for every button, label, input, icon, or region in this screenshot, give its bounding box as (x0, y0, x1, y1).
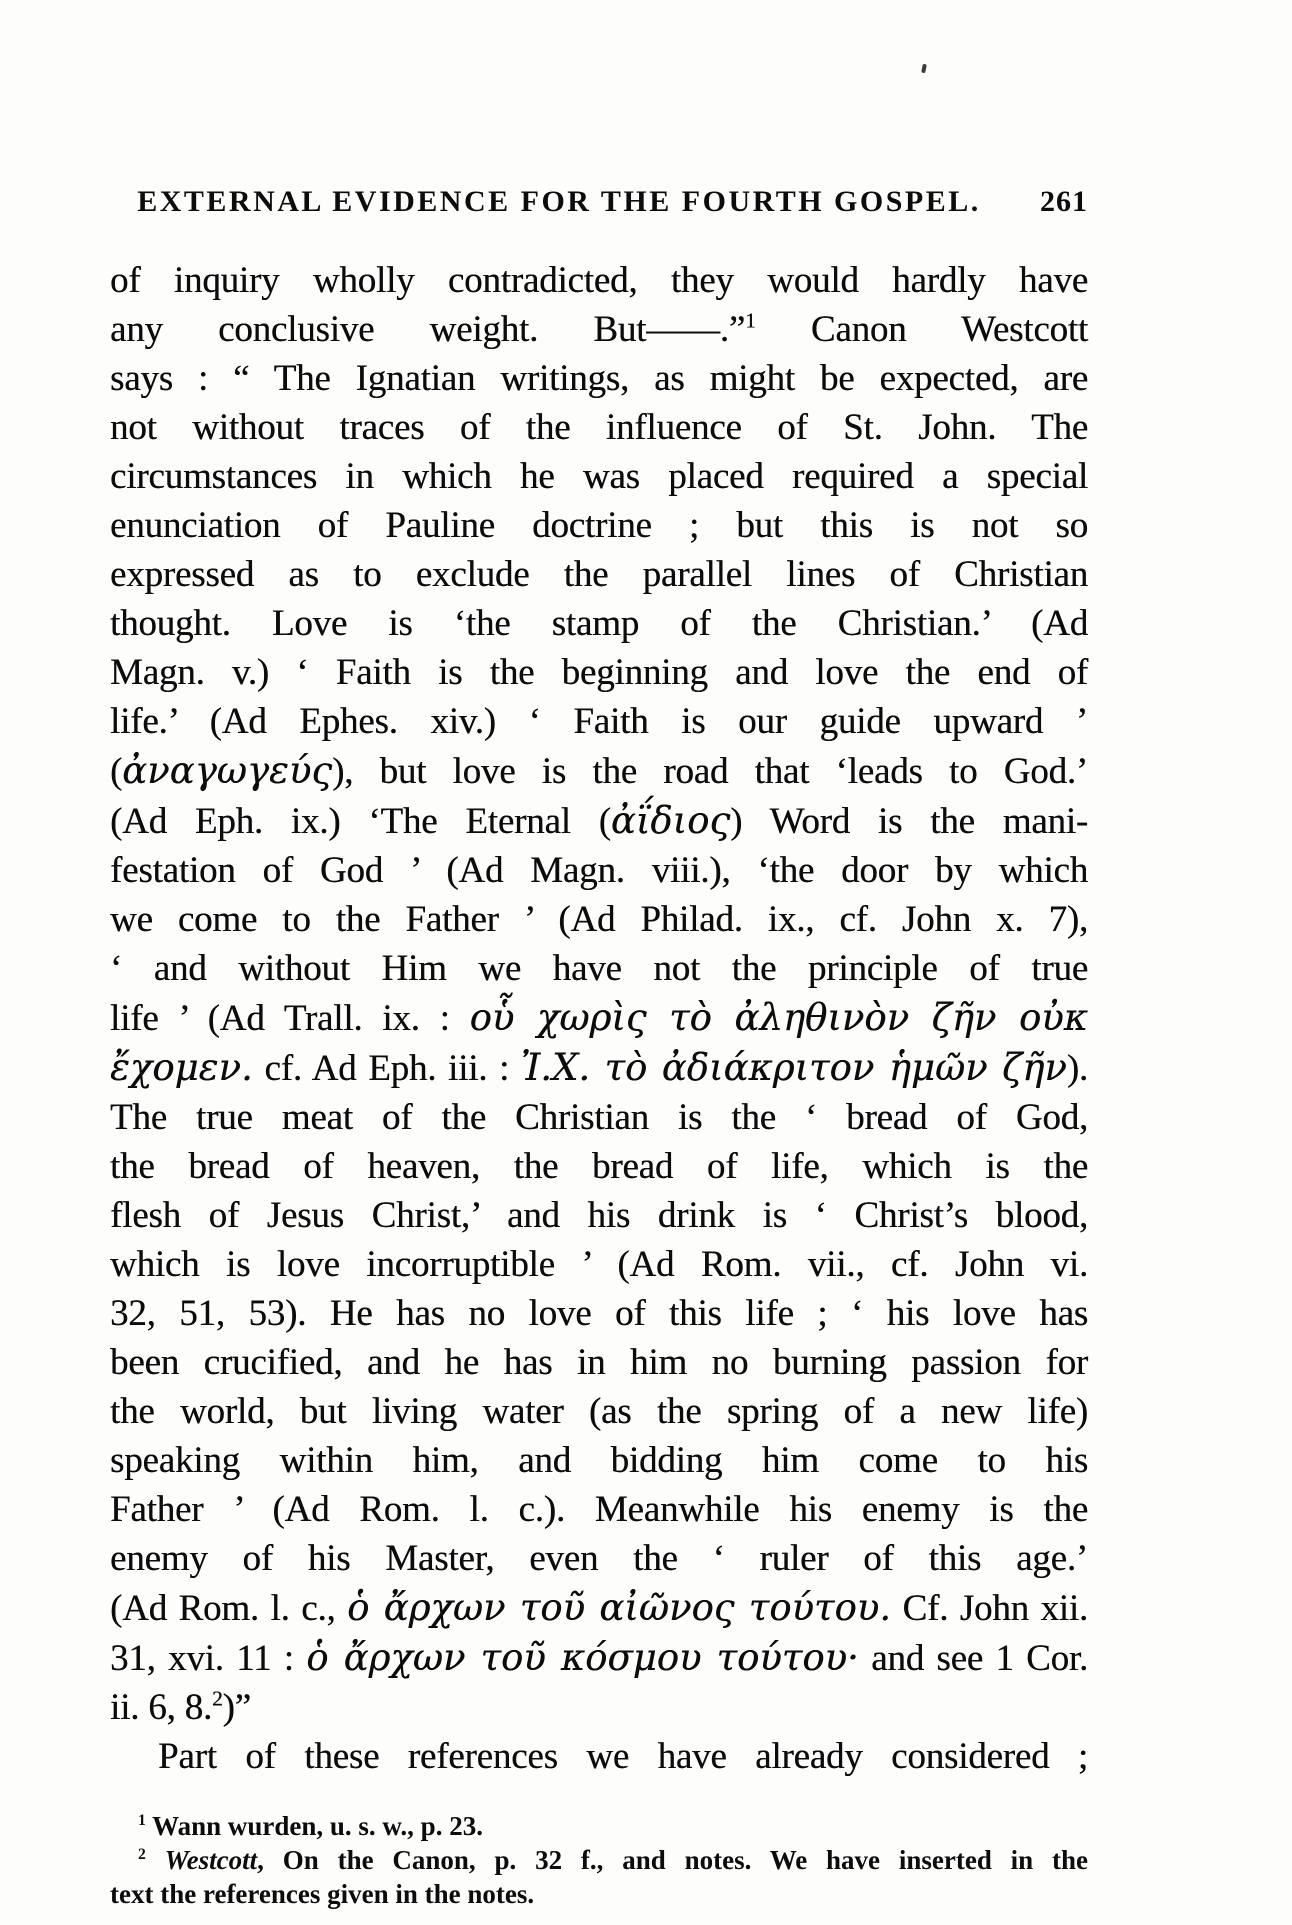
text-segment: ). (1066, 1048, 1088, 1089)
text-line (110, 1633, 1088, 1683)
text-line (110, 1683, 1088, 1732)
text-segment: the bread of heaven, the bread of life, which is the (110, 1146, 1088, 1187)
text-segment (146, 1845, 165, 1875)
text-segment: enunciation of Pauline doctrine ; but this is not so (110, 505, 1088, 546)
text-line (110, 256, 1088, 305)
text-segment: cf. Ad Eph. iii. : (252, 1048, 521, 1089)
text-segment: The true meat of the Christian is the ‘ bread of God, (110, 1097, 1088, 1138)
greek-text: ἀΐδιος (610, 799, 731, 842)
text-segment: of inquiry wholly contradicted, they would hardly have (110, 260, 1088, 301)
text-segment: (Ad Rom. l. c., (110, 1588, 348, 1629)
greek-text: ἀναγωγεύς (122, 749, 333, 792)
text-segment: text the references given in the notes. (110, 1879, 535, 1909)
text-segment: circumstances in which he was placed required a special (110, 456, 1088, 497)
text-block (110, 186, 1088, 1911)
footnote-marker: 2 (212, 1686, 223, 1711)
text-segment: (Ad Eph. ix.) ‘The Eternal ( (110, 801, 611, 842)
italic-text: Westcott (164, 1845, 258, 1875)
text-segment: 31, xvi. 11 : (110, 1638, 307, 1679)
text-segment: life ’ (Ad Trall. ix. : (110, 998, 470, 1039)
footnote-marker: 2 (138, 1846, 146, 1863)
text-line (110, 746, 1088, 796)
text-line (110, 1485, 1088, 1534)
page-number: 261 (1040, 185, 1088, 218)
text-line (110, 599, 1088, 648)
text-line (110, 354, 1088, 403)
page-title: EXTERNAL EVIDENCE FOR THE FOURTH GOSPEL. (137, 185, 981, 218)
text-line (110, 944, 1088, 993)
text-segment: Cf. John xii. (890, 1588, 1088, 1629)
text-segment: Father ’ (Ad Rom. l. c.). Meanwhile his enemy is the (110, 1489, 1088, 1530)
text-line (110, 697, 1088, 746)
text-line (110, 1534, 1088, 1583)
text-segment: and see 1 Cor. (858, 1638, 1089, 1679)
greek-text: ὁ ἄρχων τοῦ κόσμου τούτου· (306, 1636, 859, 1679)
text-line (110, 1043, 1088, 1093)
text-line (110, 1240, 1088, 1289)
text-segment: which is love incorruptible ’ (Ad Rom. vii., cf. John vi. (110, 1244, 1088, 1285)
text-segment: Canon Westcott (755, 309, 1089, 350)
text-segment: 32, 51, 53). He has no love of this life ; ‘ his love has (110, 1293, 1088, 1334)
text-segment: enemy of his Master, even the ‘ ruler of this age.’ (110, 1538, 1088, 1579)
text-line (110, 895, 1088, 944)
greek-text: Ἰ.Χ. τὸ ἀδιάκριτον ἡμῶν ζῆν (520, 1046, 1067, 1089)
text-segment: ), but love is the road that ‘leads to God.’ (332, 751, 1088, 792)
text-segment: speaking within him, and bidding him come to his (110, 1440, 1088, 1481)
text-line (110, 1877, 1088, 1911)
text-segment: any conclusive weight. But——.” (110, 309, 746, 350)
text-segment: thought. Love is ‘the stamp of the Christian.’ (Ad (110, 603, 1088, 644)
text-line (110, 1289, 1088, 1338)
text-segment: flesh of Jesus Christ,’ and his drink is ‘ Christ’s blood, (110, 1195, 1088, 1236)
text-segment: ‘ and without Him we have not the principle of true (110, 948, 1088, 989)
running-header (110, 186, 1088, 220)
greek-text: ὁ ἄρχων τοῦ αἰῶνος τούτου. (347, 1586, 891, 1629)
text-segment: life.’ (Ad Ephes. xiv.) ‘ Faith is our guide upward ’ (110, 701, 1088, 742)
greek-text: οὗ χωρὶς τὸ ἀληθινὸν ζῆν οὐκ (469, 996, 1088, 1039)
text-segment: , On the Canon, p. 32 f., and notes. We have inserted in the (257, 1845, 1089, 1875)
text-line (110, 993, 1088, 1043)
text-line (110, 452, 1088, 501)
text-segment: festation of God ’ (Ad Magn. viii.), ‘the door by which (110, 850, 1088, 891)
text-line (110, 550, 1088, 599)
text-line (110, 1843, 1088, 1877)
text-line (110, 1436, 1088, 1485)
footnote-marker: 1 (745, 308, 756, 333)
text-line (110, 305, 1088, 354)
text-line (110, 1191, 1088, 1240)
text-line (110, 1142, 1088, 1191)
text-segment: Magn. v.) ‘ Faith is the beginning and love the end of (110, 652, 1088, 693)
text-line (110, 1338, 1088, 1387)
text-line (110, 1093, 1088, 1142)
text-line (110, 846, 1088, 895)
text-line (110, 1732, 1088, 1781)
text-segment: the world, but living water (as the spring of a new life) (110, 1391, 1088, 1432)
text-line (110, 1809, 1088, 1843)
greek-text: ἔχομεν. (110, 1046, 253, 1089)
scan-artifact-speck (921, 64, 927, 74)
text-segment: we come to the Father ’ (Ad Philad. ix., cf. John x. 7), (110, 899, 1088, 940)
body-text (110, 256, 1088, 1781)
footnote-marker: 1 (138, 1812, 146, 1829)
text-segment: )” (222, 1687, 251, 1728)
text-segment: ) Word is the mani- (730, 801, 1088, 842)
text-line (110, 796, 1088, 846)
text-segment: ( (110, 751, 123, 792)
text-line (110, 501, 1088, 550)
text-segment: been crucified, and he has in him no burning passion for (110, 1342, 1088, 1383)
text-segment: ii. 6, 8. (110, 1687, 213, 1728)
footnotes (110, 1809, 1088, 1911)
text-segment: not without traces of the influence of St. John. The (110, 407, 1088, 448)
text-line (110, 403, 1088, 452)
text-line (110, 1387, 1088, 1436)
text-segment: Wann wurden, u. s. w., p. 23. (145, 1811, 483, 1841)
text-line (110, 648, 1088, 697)
text-segment: expressed as to exclude the parallel lines of Christian (110, 554, 1088, 595)
text-segment: says : “ The Ignatian writings, as might be expected, are (110, 358, 1088, 399)
text-segment: Part of these references we have already considered ; (158, 1736, 1088, 1777)
text-line (110, 1583, 1088, 1633)
